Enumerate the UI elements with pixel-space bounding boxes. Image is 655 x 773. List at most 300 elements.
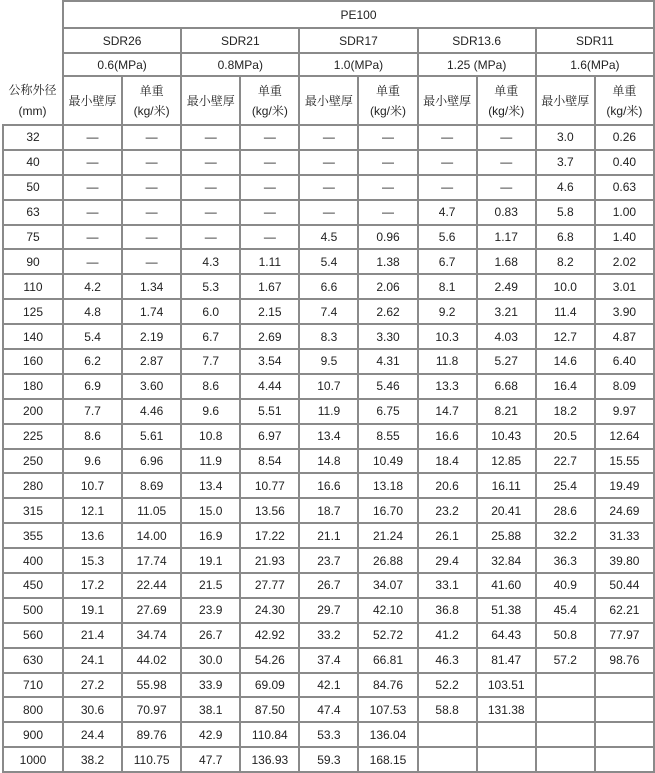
unit-weight-cell: — xyxy=(477,175,536,200)
wall-thickness-cell: 13.4 xyxy=(181,473,240,498)
unit-weight-cell: 6.75 xyxy=(358,399,417,424)
nominal-diameter-cell: 800 xyxy=(3,697,63,722)
unit-weight-cell: 3.60 xyxy=(122,374,181,399)
table-row xyxy=(3,623,654,648)
wall-thickness-cell: — xyxy=(181,225,240,250)
unit-weight-cell: 2.19 xyxy=(122,324,181,349)
table-row xyxy=(3,573,654,598)
wall-thickness-cell: 9.6 xyxy=(63,449,122,474)
unit-weight-cell: 0.96 xyxy=(358,225,417,250)
unit-weight-cell: 62.21 xyxy=(595,598,654,623)
unit-weight-cell: 13.18 xyxy=(358,473,417,498)
wall-thickness-cell: 38.2 xyxy=(63,747,122,772)
table-row xyxy=(3,324,654,349)
wall-thickness-cell: 5.8 xyxy=(536,200,595,225)
unit-weight-cell: 10.43 xyxy=(477,424,536,449)
table-row xyxy=(3,424,654,449)
unit-weight-cell: 136.93 xyxy=(240,747,299,772)
unit-weight-cell: 8.69 xyxy=(122,473,181,498)
wall-thickness-cell: 9.6 xyxy=(181,399,240,424)
nominal-diameter-cell: 63 xyxy=(3,200,63,225)
table-row xyxy=(3,249,654,274)
unit-weight-cell: 1.68 xyxy=(477,249,536,274)
table-row xyxy=(3,598,654,623)
table-row xyxy=(3,399,654,424)
wall-thickness-cell xyxy=(536,673,595,698)
wall-thickness-cell: 42.1 xyxy=(299,673,358,698)
pressure-header: 1.0(MPa) xyxy=(299,53,417,76)
unit-weight-cell: — xyxy=(122,150,181,175)
wall-thickness-cell: 4.5 xyxy=(299,225,358,250)
wall-thickness-cell: — xyxy=(418,150,477,175)
sdr-header: SDR13.6 xyxy=(418,28,536,53)
nominal-diameter-cell: 710 xyxy=(3,673,63,698)
unit-weight-cell xyxy=(595,722,654,747)
unit-weight-cell: 136.04 xyxy=(358,722,417,747)
wall-thickness-cell: 11.8 xyxy=(418,349,477,374)
unit-weight-cell: 1.11 xyxy=(240,249,299,274)
wall-thickness-cell: 3.0 xyxy=(536,125,595,150)
sdr-header: SDR26 xyxy=(63,28,181,53)
unit-weight-cell: 24.30 xyxy=(240,598,299,623)
unit-weight-cell: 77.97 xyxy=(595,623,654,648)
wall-thickness-cell: 14.6 xyxy=(536,349,595,374)
wall-thickness-cell: 6.7 xyxy=(418,249,477,274)
table-row xyxy=(3,449,654,474)
wall-thickness-cell: 47.4 xyxy=(299,697,358,722)
wall-thickness-cell: 10.7 xyxy=(299,374,358,399)
wall-thickness-cell: — xyxy=(181,125,240,150)
unit-weight-cell: 4.44 xyxy=(240,374,299,399)
unit-weight-label: 单重 xyxy=(139,83,164,98)
min-wall-thickness-header: 最小壁厚 xyxy=(536,76,595,125)
wall-thickness-cell: 16.9 xyxy=(181,523,240,548)
unit-weight-header xyxy=(477,76,536,125)
wall-thickness-cell: — xyxy=(181,175,240,200)
unit-weight-cell: 41.60 xyxy=(477,573,536,598)
unit-weight-cell: 20.41 xyxy=(477,498,536,523)
unit-weight-cell: 66.81 xyxy=(358,648,417,673)
wall-thickness-cell: 4.6 xyxy=(536,175,595,200)
nominal-diameter-cell: 40 xyxy=(3,150,63,175)
wall-thickness-cell: 24.1 xyxy=(63,648,122,673)
unit-weight-cell: 2.02 xyxy=(595,249,654,274)
wall-thickness-cell: 13.6 xyxy=(63,523,122,548)
wall-thickness-cell: 8.1 xyxy=(418,274,477,299)
nominal-diameter-cell: 560 xyxy=(3,623,63,648)
table-row xyxy=(3,150,654,175)
wall-thickness-cell: 4.8 xyxy=(63,299,122,324)
unit-weight-cell: 4.87 xyxy=(595,324,654,349)
unit-weight-cell: 81.47 xyxy=(477,648,536,673)
unit-weight-cell: 26.88 xyxy=(358,548,417,573)
diameter-label: 公称外径 xyxy=(8,83,57,97)
table-row xyxy=(3,747,654,772)
nominal-diameter-cell: 125 xyxy=(3,299,63,324)
unit-weight-cell: — xyxy=(122,249,181,274)
table-row xyxy=(3,274,654,299)
wall-thickness-cell: 20.5 xyxy=(536,424,595,449)
wall-thickness-cell: 15.3 xyxy=(63,548,122,573)
wall-thickness-cell: 7.4 xyxy=(299,299,358,324)
wall-thickness-cell: 18.4 xyxy=(418,449,477,474)
nominal-diameter-cell: 400 xyxy=(3,548,63,573)
unit-weight-cell: 39.80 xyxy=(595,548,654,573)
wall-thickness-cell: 27.2 xyxy=(63,673,122,698)
unit-weight-cell: 5.27 xyxy=(477,349,536,374)
nominal-diameter-cell: 630 xyxy=(3,648,63,673)
pressure-header: 1.6(MPa) xyxy=(536,53,654,76)
unit-weight-cell: — xyxy=(358,200,417,225)
table-row xyxy=(3,200,654,225)
unit-weight-cell: — xyxy=(477,150,536,175)
nominal-diameter-cell: 180 xyxy=(3,374,63,399)
wall-thickness-cell: 18.2 xyxy=(536,399,595,424)
table-row xyxy=(3,673,654,698)
wall-thickness-cell: 30.6 xyxy=(63,697,122,722)
unit-weight-cell: 89.76 xyxy=(122,722,181,747)
wall-thickness-cell: 25.4 xyxy=(536,473,595,498)
unit-weight-cell: 8.09 xyxy=(595,374,654,399)
wall-thickness-cell: 9.2 xyxy=(418,299,477,324)
nominal-diameter-cell: 900 xyxy=(3,722,63,747)
unit-weight-cell: — xyxy=(358,175,417,200)
nominal-diameter-cell: 1000 xyxy=(3,747,63,772)
pressure-header: 1.25 (MPa) xyxy=(418,53,536,76)
unit-weight-cell xyxy=(595,673,654,698)
wall-thickness-cell: 10.3 xyxy=(418,324,477,349)
unit-weight-cell: 2.49 xyxy=(477,274,536,299)
unit-weight-cell: 1.17 xyxy=(477,225,536,250)
wall-thickness-cell: — xyxy=(63,150,122,175)
wall-thickness-cell: 23.7 xyxy=(299,548,358,573)
unit-weight-cell: 1.40 xyxy=(595,225,654,250)
nominal-diameter-cell: 140 xyxy=(3,324,63,349)
unit-weight-cell: 2.62 xyxy=(358,299,417,324)
wall-thickness-cell: 7.7 xyxy=(63,399,122,424)
wall-thickness-cell: 40.9 xyxy=(536,573,595,598)
unit-weight-cell: 8.55 xyxy=(358,424,417,449)
unit-weight-cell: 14.00 xyxy=(122,523,181,548)
pressure-header-row xyxy=(3,53,654,76)
unit-weight-cell: 10.77 xyxy=(240,473,299,498)
unit-weight-cell: 17.74 xyxy=(122,548,181,573)
min-wall-thickness-header: 最小壁厚 xyxy=(299,76,358,125)
unit-weight-cell: — xyxy=(122,175,181,200)
wall-thickness-cell: — xyxy=(63,225,122,250)
nominal-diameter-cell: 450 xyxy=(3,573,63,598)
unit-weight-cell: 44.02 xyxy=(122,648,181,673)
unit-weight-cell: 8.54 xyxy=(240,449,299,474)
unit-weight-cell: 69.09 xyxy=(240,673,299,698)
unit-weight-label: 单重 xyxy=(494,83,519,98)
diameter-unit: (mm) xyxy=(18,104,47,118)
wall-thickness-cell: 50.8 xyxy=(536,623,595,648)
unit-weight-cell: 110.75 xyxy=(122,747,181,772)
sdr-header: SDR21 xyxy=(181,28,299,53)
unit-weight-cell: — xyxy=(122,125,181,150)
unit-weight-header xyxy=(595,76,654,125)
wall-thickness-cell: 5.4 xyxy=(299,249,358,274)
wall-thickness-cell: 11.9 xyxy=(181,449,240,474)
unit-weight-cell: 10.49 xyxy=(358,449,417,474)
wall-thickness-cell: 32.2 xyxy=(536,523,595,548)
unit-weight-label: 单重 xyxy=(376,83,401,98)
wall-thickness-cell: 28.6 xyxy=(536,498,595,523)
wall-thickness-cell: 41.2 xyxy=(418,623,477,648)
wall-thickness-cell: 26.7 xyxy=(181,623,240,648)
unit-weight-cell: 8.21 xyxy=(477,399,536,424)
table-row xyxy=(3,374,654,399)
unit-weight-cell: 50.44 xyxy=(595,573,654,598)
nominal-diameter-cell: 110 xyxy=(3,274,63,299)
wall-thickness-cell: 17.2 xyxy=(63,573,122,598)
wall-thickness-cell: 16.6 xyxy=(299,473,358,498)
wall-thickness-cell: 36.3 xyxy=(536,548,595,573)
unit-weight-cell: 4.46 xyxy=(122,399,181,424)
unit-weight-unit: (kg/米) xyxy=(251,103,288,118)
unit-weight-cell: 4.31 xyxy=(358,349,417,374)
unit-weight-cell: 3.01 xyxy=(595,274,654,299)
unit-weight-cell: 52.72 xyxy=(358,623,417,648)
unit-weight-cell: 3.90 xyxy=(595,299,654,324)
unit-weight-cell: — xyxy=(477,125,536,150)
wall-thickness-cell: 10.0 xyxy=(536,274,595,299)
nominal-diameter-cell: 160 xyxy=(3,349,63,374)
sdr-header-row xyxy=(3,28,654,53)
wall-thickness-cell: 21.5 xyxy=(181,573,240,598)
nominal-diameter-cell: 250 xyxy=(3,449,63,474)
unit-weight-cell: 27.69 xyxy=(122,598,181,623)
unit-weight-cell xyxy=(477,747,536,772)
wall-thickness-cell: 6.8 xyxy=(536,225,595,250)
wall-thickness-cell: 19.1 xyxy=(63,598,122,623)
unit-weight-cell: 3.21 xyxy=(477,299,536,324)
unit-weight-cell: — xyxy=(240,175,299,200)
wall-thickness-cell: 12.1 xyxy=(63,498,122,523)
wall-thickness-cell xyxy=(536,747,595,772)
wall-thickness-cell: — xyxy=(63,249,122,274)
unit-weight-cell: 19.49 xyxy=(595,473,654,498)
wall-thickness-cell: 11.9 xyxy=(299,399,358,424)
wall-thickness-cell: 26.1 xyxy=(418,523,477,548)
nominal-diameter-cell: 90 xyxy=(3,249,63,274)
wall-thickness-cell: 59.3 xyxy=(299,747,358,772)
wall-thickness-cell: 4.2 xyxy=(63,274,122,299)
unit-weight-cell: 42.10 xyxy=(358,598,417,623)
wall-thickness-cell: 33.9 xyxy=(181,673,240,698)
unit-weight-cell xyxy=(477,722,536,747)
nominal-diameter-cell: 315 xyxy=(3,498,63,523)
unit-weight-cell: 42.92 xyxy=(240,623,299,648)
wall-thickness-cell: — xyxy=(63,175,122,200)
unit-weight-cell: 168.15 xyxy=(358,747,417,772)
unit-weight-unit: (kg/米) xyxy=(606,103,643,118)
wall-thickness-cell: 12.7 xyxy=(536,324,595,349)
unit-weight-cell: 2.87 xyxy=(122,349,181,374)
unit-weight-cell: 5.61 xyxy=(122,424,181,449)
unit-weight-cell: — xyxy=(122,225,181,250)
unit-weight-unit: (kg/米) xyxy=(488,103,525,118)
unit-weight-cell: 15.55 xyxy=(595,449,654,474)
wall-thickness-cell: 47.7 xyxy=(181,747,240,772)
wall-thickness-cell: 8.6 xyxy=(181,374,240,399)
wall-thickness-cell: 26.7 xyxy=(299,573,358,598)
nominal-diameter-cell: 75 xyxy=(3,225,63,250)
unit-weight-cell: 1.67 xyxy=(240,274,299,299)
table-row xyxy=(3,473,654,498)
unit-weight-cell: 110.84 xyxy=(240,722,299,747)
unit-weight-cell: — xyxy=(358,150,417,175)
wall-thickness-cell: 6.2 xyxy=(63,349,122,374)
wall-thickness-cell: 16.4 xyxy=(536,374,595,399)
unit-weight-cell xyxy=(595,697,654,722)
wall-thickness-cell xyxy=(418,722,477,747)
unit-weight-cell: 24.69 xyxy=(595,498,654,523)
wall-thickness-cell: 45.4 xyxy=(536,598,595,623)
wall-thickness-cell: 29.7 xyxy=(299,598,358,623)
unit-weight-cell: 87.50 xyxy=(240,697,299,722)
wall-thickness-cell: 5.3 xyxy=(181,274,240,299)
wall-thickness-cell: 9.5 xyxy=(299,349,358,374)
table-row xyxy=(3,722,654,747)
wall-thickness-cell: 20.6 xyxy=(418,473,477,498)
sdr-header: SDR17 xyxy=(299,28,417,53)
table-row xyxy=(3,175,654,200)
min-wall-thickness-header: 最小壁厚 xyxy=(181,76,240,125)
unit-weight-cell: — xyxy=(240,125,299,150)
table-row xyxy=(3,225,654,250)
unit-weight-unit: (kg/米) xyxy=(370,103,407,118)
material-header-row xyxy=(3,1,654,28)
unit-weight-cell: 6.68 xyxy=(477,374,536,399)
nominal-diameter-cell: 50 xyxy=(3,175,63,200)
unit-weight-cell: 2.69 xyxy=(240,324,299,349)
unit-weight-cell: 21.93 xyxy=(240,548,299,573)
wall-thickness-cell: 4.3 xyxy=(181,249,240,274)
unit-weight-cell: 1.34 xyxy=(122,274,181,299)
table-row xyxy=(3,697,654,722)
unit-weight-cell: 5.51 xyxy=(240,399,299,424)
unit-weight-cell: 13.56 xyxy=(240,498,299,523)
wall-thickness-cell: 36.8 xyxy=(418,598,477,623)
unit-weight-cell: 1.00 xyxy=(595,200,654,225)
unit-weight-cell: 1.74 xyxy=(122,299,181,324)
unit-weight-cell: 107.53 xyxy=(358,697,417,722)
wall-thickness-cell: 23.2 xyxy=(418,498,477,523)
table-row xyxy=(3,498,654,523)
wall-thickness-cell: 6.6 xyxy=(299,274,358,299)
unit-weight-cell: 0.40 xyxy=(595,150,654,175)
nominal-diameter-cell: 280 xyxy=(3,473,63,498)
unit-weight-cell: 22.44 xyxy=(122,573,181,598)
wall-thickness-cell: — xyxy=(181,150,240,175)
wall-thickness-cell: — xyxy=(299,200,358,225)
unit-weight-cell: 16.70 xyxy=(358,498,417,523)
min-wall-thickness-header: 最小壁厚 xyxy=(63,76,122,125)
unit-weight-cell: 34.07 xyxy=(358,573,417,598)
wall-thickness-cell: 46.3 xyxy=(418,648,477,673)
unit-weight-cell: 3.30 xyxy=(358,324,417,349)
wall-thickness-cell: 18.7 xyxy=(299,498,358,523)
wall-thickness-cell: 58.8 xyxy=(418,697,477,722)
wall-thickness-cell: 5.6 xyxy=(418,225,477,250)
unit-weight-cell: — xyxy=(240,150,299,175)
unit-weight-header xyxy=(240,76,299,125)
wall-thickness-cell xyxy=(536,722,595,747)
unit-weight-cell: 12.64 xyxy=(595,424,654,449)
unit-weight-cell: 84.76 xyxy=(358,673,417,698)
wall-thickness-cell: 23.9 xyxy=(181,598,240,623)
wall-thickness-cell: 6.9 xyxy=(63,374,122,399)
wall-thickness-cell: 29.4 xyxy=(418,548,477,573)
wall-thickness-cell: 8.2 xyxy=(536,249,595,274)
unit-weight-cell: 2.15 xyxy=(240,299,299,324)
wall-thickness-cell: 6.7 xyxy=(181,324,240,349)
wall-thickness-cell: 4.7 xyxy=(418,200,477,225)
wall-thickness-cell: 3.7 xyxy=(536,150,595,175)
unit-weight-cell: 16.11 xyxy=(477,473,536,498)
unit-weight-cell: — xyxy=(122,200,181,225)
unit-weight-cell: 64.43 xyxy=(477,623,536,648)
wall-thickness-cell: 8.6 xyxy=(63,424,122,449)
wall-thickness-cell: 30.0 xyxy=(181,648,240,673)
wall-thickness-cell: — xyxy=(63,200,122,225)
wall-thickness-cell: 13.3 xyxy=(418,374,477,399)
wall-thickness-cell: 10.7 xyxy=(63,473,122,498)
unit-weight-cell: — xyxy=(240,225,299,250)
wall-thickness-cell: — xyxy=(63,125,122,150)
wall-thickness-cell: 15.0 xyxy=(181,498,240,523)
wall-thickness-cell: — xyxy=(418,125,477,150)
unit-weight-cell: 0.63 xyxy=(595,175,654,200)
unit-weight-header xyxy=(122,76,181,125)
unit-weight-cell: 98.76 xyxy=(595,648,654,673)
nominal-diameter-cell: 500 xyxy=(3,598,63,623)
unit-weight-cell: 21.24 xyxy=(358,523,417,548)
wall-thickness-cell: 21.4 xyxy=(63,623,122,648)
table-row xyxy=(3,523,654,548)
wall-thickness-cell: 10.8 xyxy=(181,424,240,449)
nominal-diameter-cell: 32 xyxy=(3,125,63,150)
wall-thickness-cell xyxy=(418,747,477,772)
wall-thickness-cell: 13.4 xyxy=(299,424,358,449)
wall-thickness-cell: 52.2 xyxy=(418,673,477,698)
unit-weight-cell: 51.38 xyxy=(477,598,536,623)
min-wall-thickness-header: 最小壁厚 xyxy=(418,76,477,125)
table-row xyxy=(3,125,654,150)
wall-thickness-cell: 42.9 xyxy=(181,722,240,747)
unit-weight-cell: 6.40 xyxy=(595,349,654,374)
wall-thickness-cell: 37.4 xyxy=(299,648,358,673)
unit-weight-cell: 6.96 xyxy=(122,449,181,474)
unit-weight-cell: 3.54 xyxy=(240,349,299,374)
wall-thickness-cell: 14.8 xyxy=(299,449,358,474)
unit-weight-cell: 131.38 xyxy=(477,697,536,722)
unit-weight-cell: 54.26 xyxy=(240,648,299,673)
unit-weight-cell: — xyxy=(358,125,417,150)
wall-thickness-cell: 24.4 xyxy=(63,722,122,747)
wall-thickness-cell: 5.4 xyxy=(63,324,122,349)
unit-weight-cell: 6.97 xyxy=(240,424,299,449)
pressure-header: 0.6(MPa) xyxy=(63,53,181,76)
unit-weight-unit: (kg/米) xyxy=(133,103,170,118)
unit-weight-label: 单重 xyxy=(257,83,282,98)
material-header: PE100 xyxy=(63,1,654,28)
unit-weight-cell: 32.84 xyxy=(477,548,536,573)
unit-weight-label: 单重 xyxy=(612,83,637,98)
unit-weight-cell: 0.26 xyxy=(595,125,654,150)
